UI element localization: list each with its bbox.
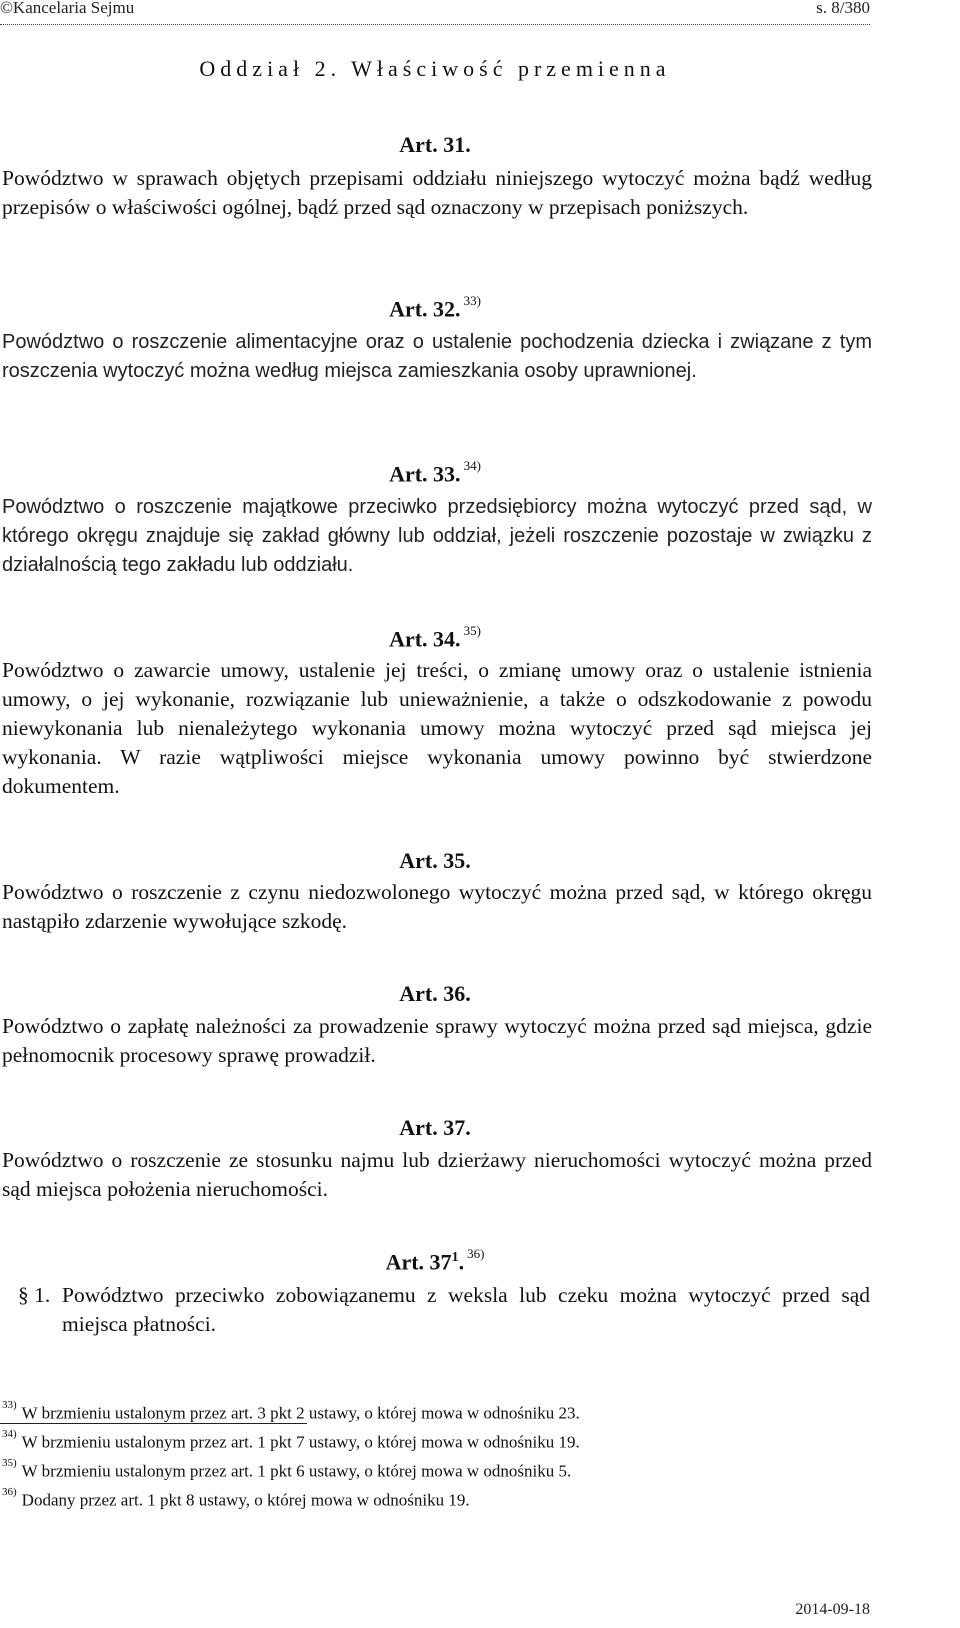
footnote-ref: 35)	[463, 623, 481, 638]
footnote-text: Dodany przez art. 1 pkt 8 ustawy, o której mowa w odnośniku 19.	[21, 1490, 470, 1510]
article-text: Powództwo o zawarcie umowy, ustalenie jej treści, o zmianę umowy oraz o ustalenie istnienia umowy, o jej wykonanie, rozwiązanie lub unieważnienie, a także o odszkodowanie z powodu niewykonania lub nienależytego wykonania umowy można wytoczyć przed sąd miejsca jej wykonania. W razie wątpliwości miejsce wykonania umowy powinno być stwierdzone dokumentem.	[2, 658, 872, 798]
article-text: Powództwo o roszczenie z czynu niedozwolonego wytoczyć można przed sąd, w którego okręgu nastąpiło zdarzenie wywołujące szkodę.	[2, 880, 872, 933]
article-heading	[0, 132, 870, 158]
article-text: Powództwo o roszczenie majątkowe przeciwko przedsiębiorcy można wytoczyć przed sąd, w którego okręgu znajduje się zakład główny lub oddział, jeżeli roszczenie pozostaje w związku z działalnością tego zakładu lub oddziału.	[2, 496, 872, 576]
footnote	[2, 1428, 580, 1453]
article-heading	[0, 1246, 870, 1275]
footer-date: 2014-09-18	[795, 1601, 870, 1618]
article-heading-label: Art. 35.	[399, 848, 471, 873]
article-heading	[0, 293, 870, 322]
article-heading-dot: .	[458, 1249, 465, 1275]
article-paragraph	[18, 1281, 870, 1339]
paragraph-text: Powództwo przeciwko zobowiązanemu z weksla lub czeku można wytoczyć przed sąd miejsca płatności.	[62, 1283, 870, 1336]
article-heading	[0, 848, 870, 874]
footnote	[2, 1457, 572, 1482]
article-heading-label: Art. 33.	[389, 461, 461, 487]
paragraph-number: § 1.	[18, 1283, 51, 1307]
article-heading-superscript: 1	[451, 1250, 459, 1265]
section-title: Oddział 2. Właściwość przemienna	[199, 56, 671, 81]
article-heading	[0, 981, 870, 1007]
footnote-text: W brzmieniu ustalonym przez art. 3 pkt 2 ustawy, o której mowa w odnośniku 23.	[21, 1403, 580, 1423]
article-heading-label: Art. 34.	[389, 626, 461, 652]
article-heading-label: Art. 37	[385, 1249, 452, 1275]
header-rule	[0, 24, 870, 25]
footnote-text: W brzmieniu ustalonym przez art. 1 pkt 6 ustawy, o której mowa w odnośniku 5.	[21, 1461, 572, 1481]
article-heading	[0, 458, 870, 487]
footnote-ref: 33)	[463, 293, 481, 308]
article-text: Powództwo o roszczenie ze stosunku najmu lub dzierżawy nieruchomości wytoczyć można przed sąd miejsca położenia nieruchomości.	[2, 1148, 872, 1201]
article-heading	[0, 1115, 870, 1141]
footnote-text: W brzmieniu ustalonym przez art. 1 pkt 7 ustawy, o której mowa w odnośniku 19.	[21, 1432, 580, 1452]
footnote-number: 35)	[2, 1457, 17, 1469]
footnote-number: 33)	[2, 1399, 17, 1411]
footnote-ref: 36)	[467, 1246, 485, 1261]
header-page-number: s. 8/380	[816, 0, 870, 17]
header-source: ©Kancelaria Sejmu	[0, 0, 135, 17]
article-heading-label: Art. 32.	[389, 296, 461, 322]
article-heading-label: Art. 36.	[399, 981, 471, 1006]
article-text: Powództwo o zapłatę należności za prowadzenie sprawy wytoczyć można przed sąd miejsca, gdzie pełnomocnik procesowy sprawę prowadził.	[2, 1014, 872, 1067]
article-heading-label: Art. 37.	[399, 1115, 471, 1140]
footnote-ref: 34)	[463, 458, 481, 473]
footnote	[2, 1399, 580, 1424]
article-text: Powództwo o roszczenie alimentacyjne oraz o ustalenie pochodzenia dziecka i związane z tym roszczenia wytoczyć można według miejsca zamieszkania osoby uprawnionej.	[2, 331, 872, 382]
article-heading-label: Art. 31.	[399, 132, 471, 157]
footnote-number: 36)	[2, 1486, 17, 1498]
article-heading	[0, 623, 870, 652]
footnote	[2, 1486, 470, 1511]
footnote-number: 34)	[2, 1428, 17, 1440]
article-text: Powództwo w sprawach objętych przepisami oddziału niniejszego wytoczyć można bądź według przepisów o właściwości ogólnej, bądź przed sąd oznaczony w przepisach poniższych.	[2, 166, 872, 219]
